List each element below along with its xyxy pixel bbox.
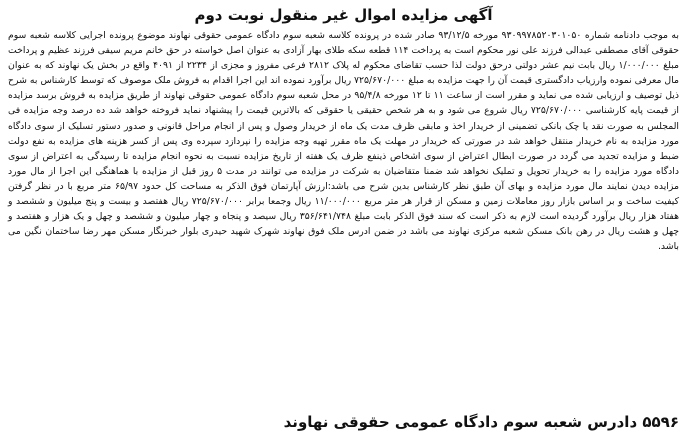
notice-title: آگهی مزایده اموال غیر منقول نوبت دوم — [194, 6, 493, 24]
notice-body: به موجب دادنامه شماره ۹۳۰۹۹۷۸۵۲۰۳۰۱۰۵۰ مورخه ۹۳/۱۲/۵ صادر شده در پرونده کلاسه شعبه سوم دادگاه عمومی حقوقی نهاوند موضوع پرونده اجرایی کلاسه شعبه سوم حقوقی آقای مصطفی عبدالی فرزند علی نور محکوم است به پرداخت ۱۱۴ قطعه سکه طلای بهار آزادی به عنوان اصل خواسته در حق خانم مریم سیفی فرزند عظیم و پرداخت مبلغ ۱/۰۰۰/۰۰۰ ریال بابت نیم عشر دولتی درحق دولت لذا حسب تقاضای محکوم له پلاک ۲۸۱۲ فرعی مفروز و مجزی از ۲۲۳۴ از ۴۰۹۱ واقع در بخش یک نهاوند که به عنوان مال معرفی نموده وارزیاب دادگستری قیمت آن را جهت مزایده به مبلغ ۷۲۵/۶۷۰/۰۰۰ ریال برآورد نموده اند این اجرا اقدام به فروش ملک موصوف که توسط کارشناس به شرح ذیل توصیف و ارزیابی شده می نماید و مقرر است از ساعت ۱۱ تا ۱۲ مورخه ۹۵/۴/۸ در محل شعبه سوم دادگاه عمومی حقوقی نهاوند از طریق مزایده به فروش برسد مزایده از قیمت پایه کارشناسی ۷۲۵/۶۷۰/۰۰۰ ریال شروع می شود و به هر شخص حقیقی یا حقوقی که بالاترین قیمت را پیشنهاد نماید فروخته خواهد شد ده درصد وجه مزایده فی المجلس به صورت نقد یا چک بانکی تضمینی از خریدار اخذ و مابقی ظرف مدت یک ماه از خریدار وصول و پس از انجام مراحل قانونی و صدور دستور تسلیک از سوی دادگاه مورد مزایده به نام خریدار منتقل خواهد شد در صورتی که خریدار در مهلت یک ماه مقرر تهیه وجه مزایده را نپردازد سپرده وی پس از کسر هزینه های مزایده به نفع دولت ضبط و مزایده تجدید می گردد در صورت ابطال اعتراض از سوی اشخاص ذینفع ظرف یک هفته از تاریخ مزایده نسبت به نحوه انجام مزایده تا رسیدگی به اعتراض از سوی دادگاه مورد مزایده را به خریدار تحویل و تملیک نخواهد شد ضمنا متقاضیان به شرکت در مزایده می توانند در مدت ۵ روز قبل از مزایده با هماهنگی این اجرا از مال مورد مزایده دیدن نمایند مال مورد مزایده و بهای آن طبق نظر کارشناس بدین شرح می باشد:ارزش آپارتمان فوق الذکر به مساحت کل حدود ۶۵/۹۷ متر مربع با در نظر گرفتن کیفیت ساخت و بر اساس بازار روز معاملات زمین و مسکن از قرار هر متر مربع ۱۱/۰۰۰/۰۰۰ ریال وجمعا برابر ۷۲۵/۶۷۰/۰۰۰ ریال هفتصد و بیست و پنج میلیون و ششصد و هفتاد هزار ریال برآورد گردیده است لازم به ذکر است که سند فوق الذکر بابت مبلغ ۳۵۶/۶۴۱/۷۴۸ ریال سیصد و پنجاه و چهار میلیون و ششصد و چهل و یک هزار و هفتصد و چهل و هشت ریال در رهن بانک مسکن شعبه مرکزی نهاوند می باشد در ضمن ادرس ملک فوق نهاوند شهرک شهید حیدری بلوار خبرنگار مسکن مهر رضا ساختمان نگین می باشد. — [8, 30, 680, 253]
notice-footer: ۵۵۹۶ دادرس شعبه سوم دادگاه عمومی حقوقی نهاوند — [283, 413, 679, 431]
